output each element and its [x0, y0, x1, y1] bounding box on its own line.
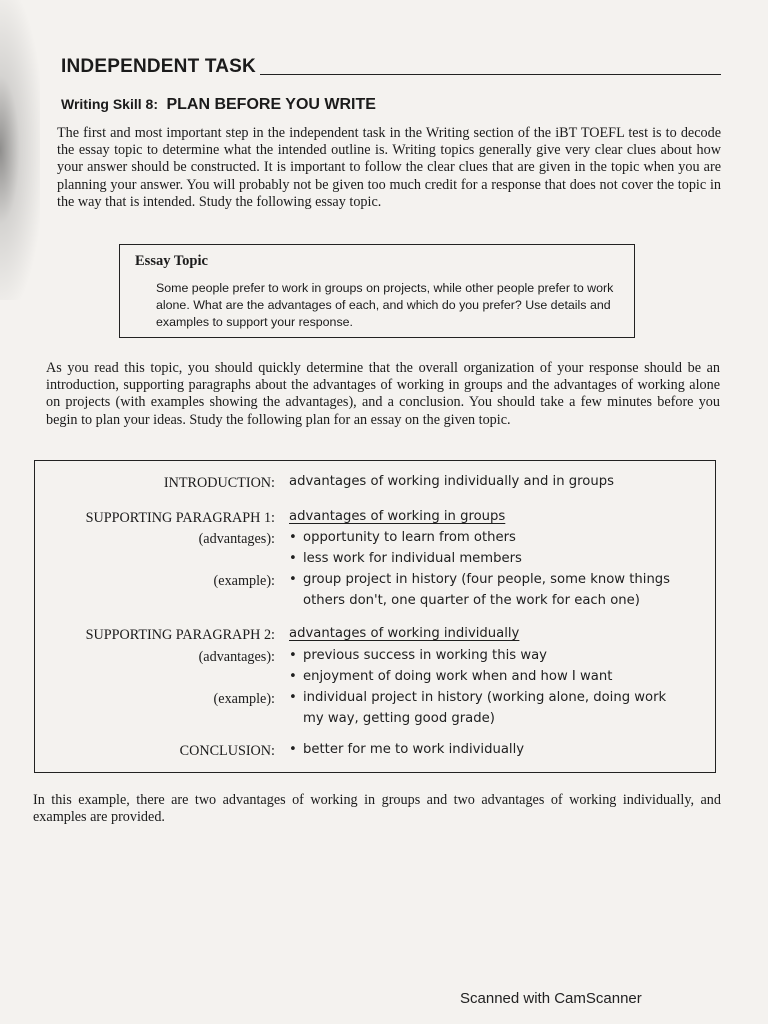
plan-row-sp1-ex — [35, 571, 715, 592]
conclusion-label: CONCLUSION: — [179, 743, 275, 759]
essay-topic-box — [119, 244, 635, 338]
sp2-advantage-1: previous success in working this way — [303, 648, 547, 663]
plan-row-introduction — [35, 473, 715, 494]
sp2-example-label: (example): — [213, 691, 275, 707]
sp2-example-1: individual project in history (working alone, doing work — [303, 690, 667, 705]
list-item — [289, 551, 522, 566]
middle-paragraph: As you read this topic, you should quickly determine that the overall organization of your response should be an introduction, supporting paragraphs about the advantages of working in groups and the advantages of working alone on projects (with examples showing the advantages), and a conclusion. You should take a few minutes before you begin to plan your ideas. Study the following plan for an essay on the given topic. — [46, 360, 720, 428]
plan-row-sp1 — [35, 508, 715, 529]
sp2-advantages-label: (advantages): — [198, 649, 275, 665]
list-item — [289, 669, 612, 684]
essay-plan-box — [34, 460, 716, 773]
sp1-example-label: (example): — [213, 573, 275, 589]
sp1-advantages-label: (advantages): — [198, 531, 275, 547]
scanner-watermark: Scanned with CamScanner — [460, 990, 642, 1007]
plan-row-sp2-ex-cont — [35, 710, 715, 731]
sp1-advantage-1: opportunity to learn from others — [303, 530, 516, 545]
bullet: • — [289, 530, 297, 545]
task-heading — [61, 54, 721, 78]
plan-row-sp1-ex-cont — [35, 592, 715, 613]
plan-row-sp2-adv1 — [35, 647, 715, 668]
scan-edge-shadow — [0, 0, 40, 300]
heading-rule — [260, 74, 721, 75]
sp1-text: advantages of working in groups — [289, 509, 506, 524]
sp2-example-2: my way, getting good grade) — [303, 711, 495, 726]
sp1-example-2: others don't, one quarter of the work for each one) — [303, 593, 640, 608]
sp1-advantage-2: less work for individual members — [303, 551, 522, 566]
list-item — [289, 572, 670, 587]
list-item — [289, 530, 516, 545]
plan-row-sp2 — [35, 625, 715, 646]
introduction-label: INTRODUCTION: — [163, 475, 275, 491]
skill-title: PLAN BEFORE YOU WRITE — [166, 96, 376, 113]
skill-label: Writing Skill 8: — [61, 96, 158, 112]
bullet: • — [289, 648, 297, 663]
sp2-advantage-2: enjoyment of doing work when and how I want — [303, 669, 613, 684]
list-item — [289, 742, 524, 757]
sp2-text: advantages of working individually — [289, 626, 520, 641]
bullet: • — [289, 669, 297, 684]
plan-row-sp2-ex — [35, 689, 715, 710]
plan-row-sp1-adv2 — [35, 550, 715, 571]
sp1-example-1: group project in history (four people, some know things — [303, 572, 671, 587]
plan-row-sp2-adv2 — [35, 668, 715, 689]
skill-heading — [61, 96, 376, 114]
conclusion-text: better for me to work individually — [303, 742, 525, 757]
list-item — [289, 648, 547, 663]
bullet: • — [289, 572, 297, 587]
plan-row-sp1-adv1 — [35, 529, 715, 550]
plan-row-conclusion — [35, 741, 715, 762]
bullet: • — [289, 690, 297, 705]
sp1-label: SUPPORTING PARAGRAPH 1: — [85, 510, 275, 526]
intro-paragraph: The first and most important step in the independent task in the Writing section of the iBT TOEFL test is to decode the essay topic to determine what the intended outline is. Writing topics generally give very clear clues about how your answer should be constructed. It is important to follow the clear clues that are given in the topic when you are planning your answer. You will probably not be given too much credit for a response that does not cover the topic in the way that is intended. Study the following essay topic. — [57, 125, 721, 210]
task-title: INDEPENDENT TASK — [61, 56, 256, 77]
sp2-label: SUPPORTING PARAGRAPH 2: — [85, 627, 275, 643]
closing-paragraph: In this example, there are two advantages of working in groups and two advantages of working individually, and examples are provided. — [33, 792, 721, 826]
bullet: • — [289, 742, 297, 757]
introduction-text: advantages of working individually and in groups — [289, 474, 614, 489]
essay-topic-text: Some people prefer to work in groups on projects, while other people prefer to work alone. What are the advantages of each, and which do you prefer? Use details and examples to support your response. — [156, 281, 614, 329]
bullet: • — [289, 551, 297, 566]
essay-topic-heading: Essay Topic — [135, 253, 208, 269]
list-item — [289, 690, 666, 705]
